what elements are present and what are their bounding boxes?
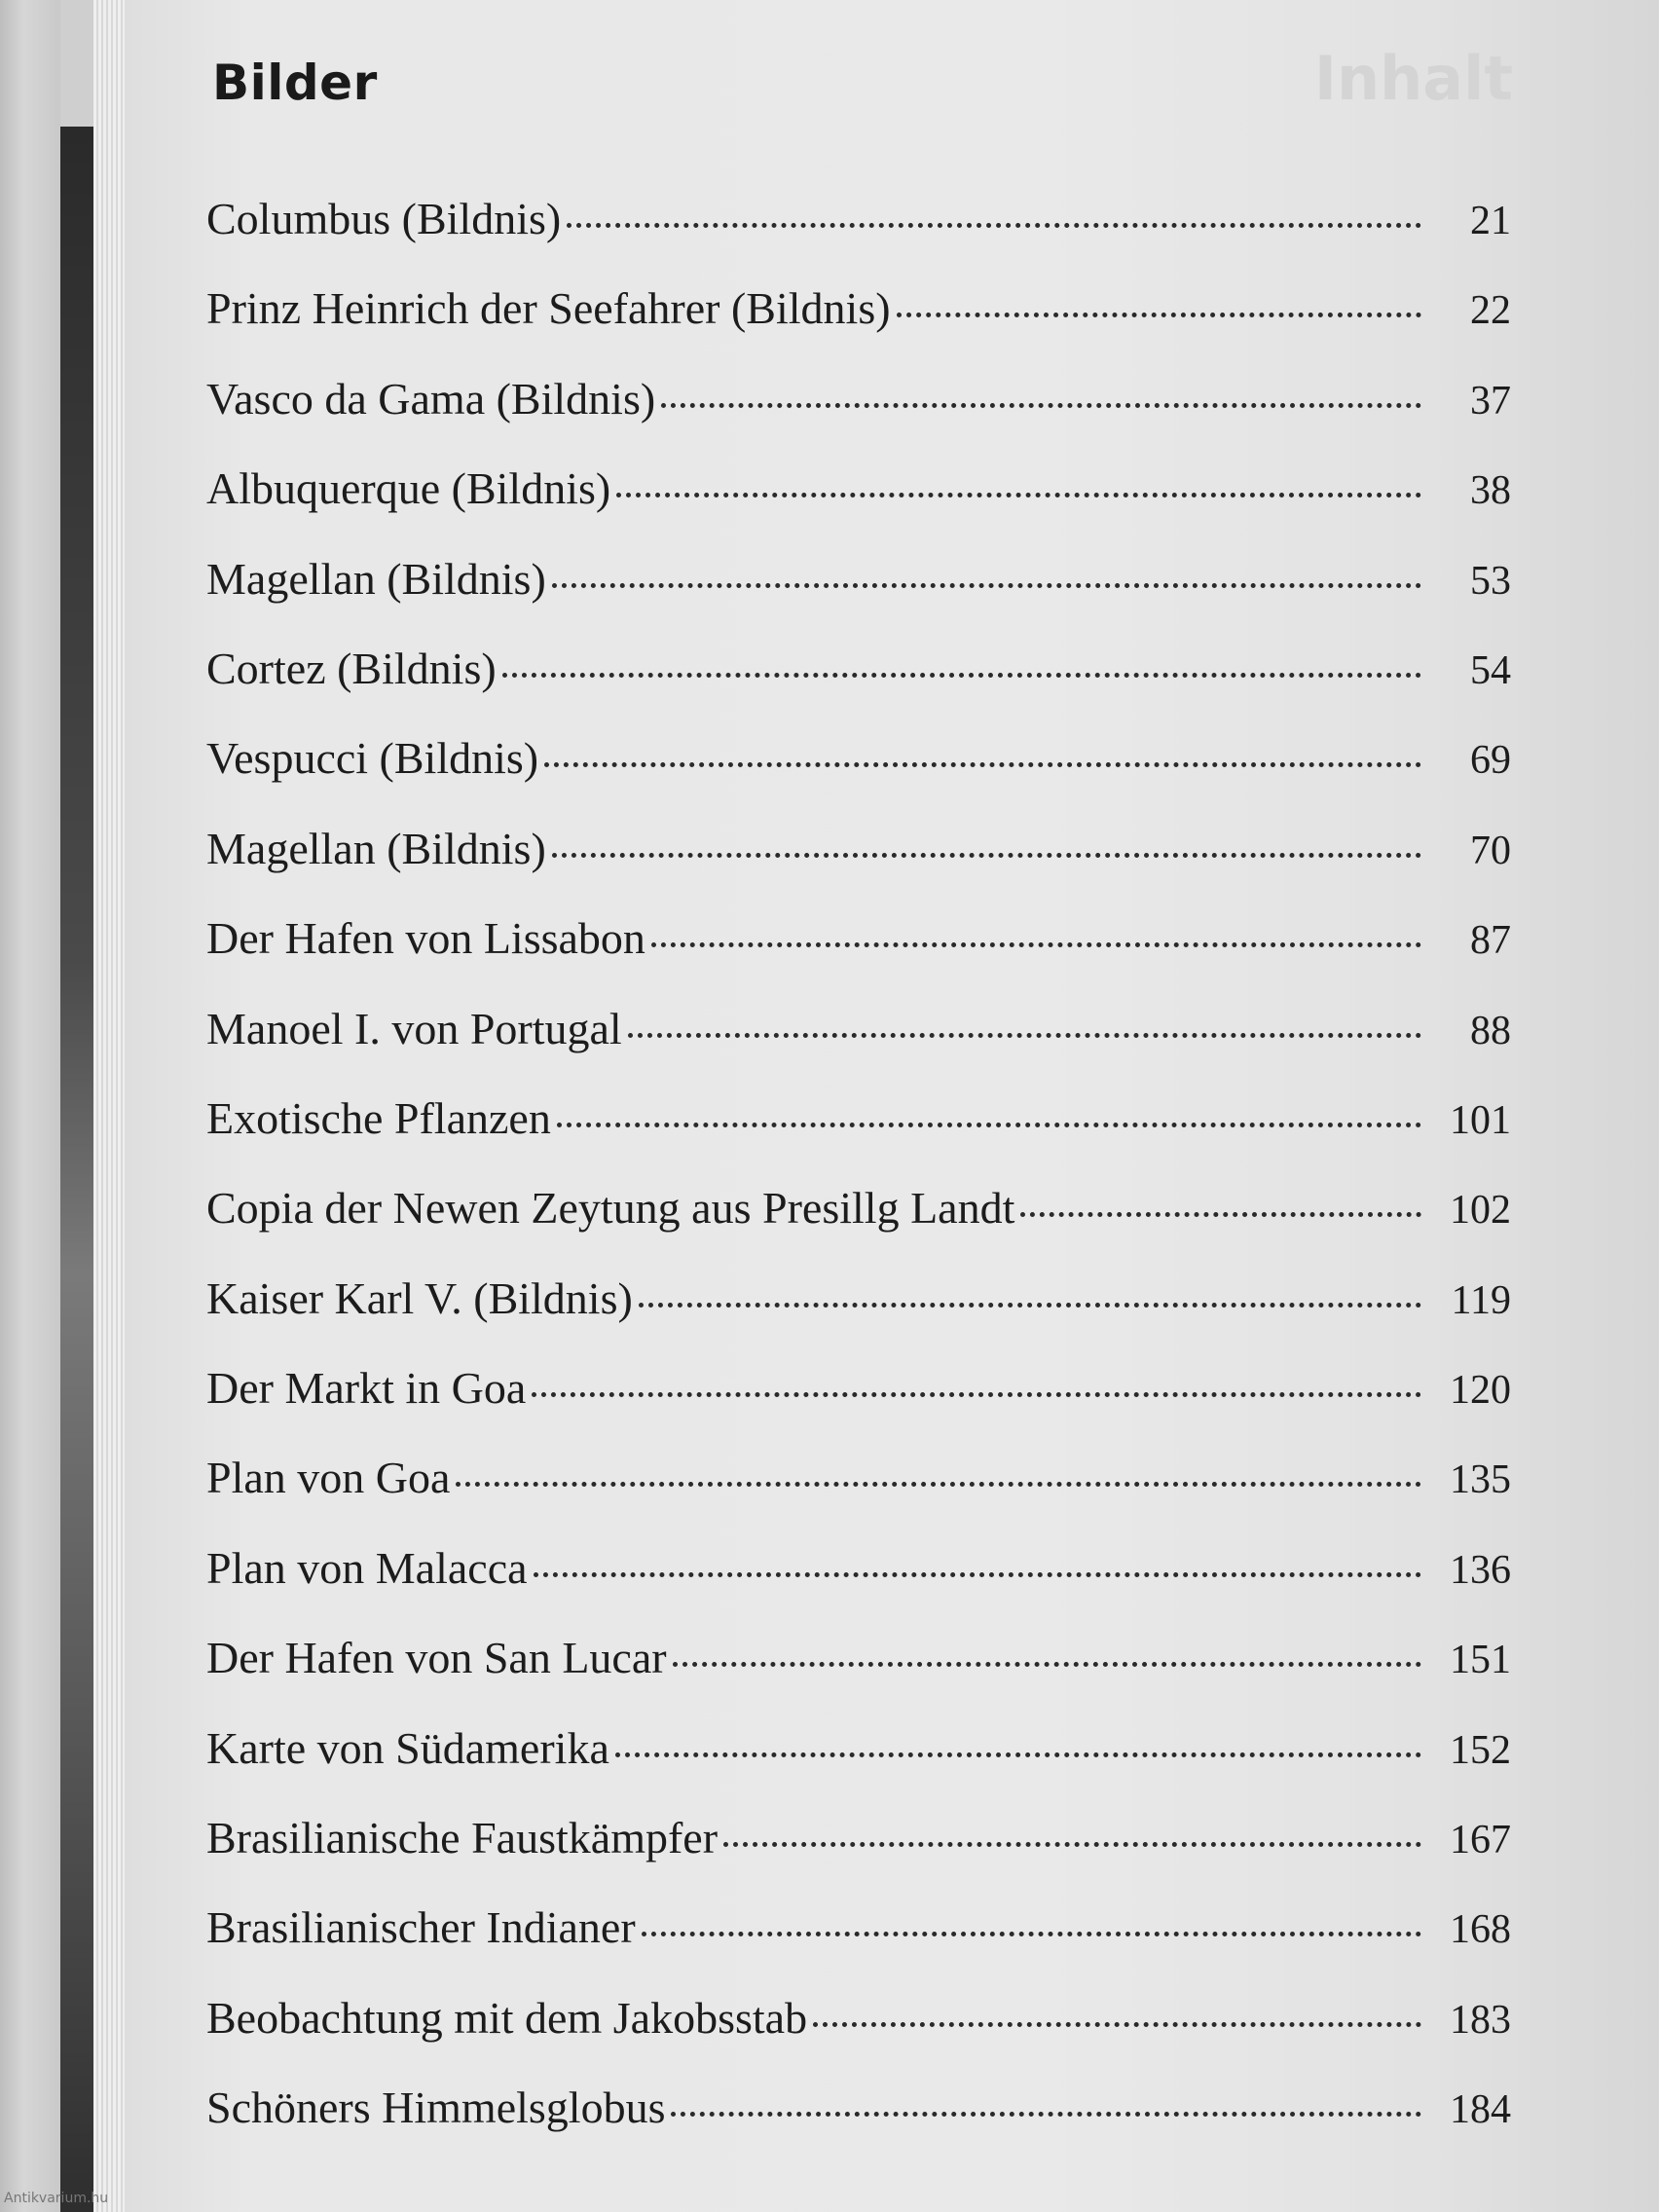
dot-leader	[671, 2112, 1421, 2117]
toc-entry-title: Vespucci (Bildnis)	[206, 733, 539, 784]
watermark: Antikvarium.hu	[4, 2191, 109, 2206]
toc-entry	[206, 1901, 1511, 1991]
dot-leader	[534, 1572, 1421, 1577]
toc-entry-page-number: 88	[1470, 1008, 1511, 1053]
toc-entry	[206, 912, 1511, 1002]
dot-leader	[673, 1662, 1421, 1667]
toc-entry	[206, 1272, 1511, 1362]
toc-entry-title: Exotische Pflanzen	[206, 1092, 551, 1143]
toc-entry-page-number: 168	[1450, 1907, 1511, 1953]
toc-entry	[206, 1632, 1511, 1721]
toc-entry-page-number: 54	[1470, 647, 1511, 693]
toc-entry-page-number: 102	[1450, 1188, 1511, 1234]
toc-entry-page-number: 135	[1450, 1457, 1511, 1503]
toc-entry-title: Plan von Goa	[206, 1453, 451, 1503]
toc-entry	[206, 643, 1511, 732]
dot-leader	[544, 762, 1421, 767]
dot-leader	[651, 942, 1421, 947]
dot-leader	[552, 583, 1421, 588]
toc-entry-title: Columbus (Bildnis)	[206, 194, 562, 243]
toc-entry-page-number: 53	[1470, 558, 1511, 604]
toc-entry	[206, 1362, 1511, 1452]
toc-entry-page-number: 101	[1450, 1097, 1511, 1143]
dot-leader	[567, 223, 1421, 228]
illustrations-list	[206, 193, 1511, 2172]
dot-leader	[456, 1482, 1421, 1487]
toc-entry	[206, 193, 1511, 282]
toc-entry-page-number: 167	[1450, 1818, 1511, 1863]
toc-entry-title: Magellan (Bildnis)	[206, 823, 546, 873]
toc-entry-page-number: 136	[1450, 1547, 1511, 1593]
toc-entry-title: Brasilianischer Indianer	[206, 1902, 636, 1953]
toc-entry-page-number: 119	[1451, 1277, 1511, 1323]
page-heading: Bilder	[212, 55, 378, 111]
toc-entry-title: Brasilianische Faustkämpfer	[206, 1813, 719, 1863]
toc-entry-title: Prinz Heinrich der Seefahrer (Bildnis)	[206, 283, 891, 334]
toc-entry	[206, 462, 1511, 552]
dot-leader	[552, 853, 1421, 858]
dot-leader	[813, 2022, 1421, 2027]
dot-leader	[661, 403, 1421, 408]
toc-entry-title: Der Hafen von San Lucar	[206, 1633, 667, 1683]
toc-entry-page-number: 183	[1450, 1997, 1511, 2043]
toc-entry-title: Der Hafen von Lissabon	[206, 913, 645, 964]
toc-entry-page-number: 152	[1450, 1727, 1511, 1773]
dot-leader	[502, 673, 1421, 678]
toc-entry-page-number: 70	[1470, 828, 1511, 873]
toc-entry-title: Schöners Himmelsglobus	[206, 2083, 666, 2133]
dot-leader	[897, 313, 1421, 317]
toc-entry-title: Beobachtung mit dem Jakobsstab	[206, 1992, 808, 2043]
show-through-heading: Inhalt	[1313, 43, 1513, 114]
toc-entry-page-number: 120	[1450, 1368, 1511, 1414]
toc-entry-title: Manoel I. von Portugal	[206, 1003, 622, 1053]
toc-entry	[206, 1003, 1511, 1092]
toc-entry-title: Karte von Südamerika	[206, 1722, 609, 1773]
toc-entry-page-number: 21	[1470, 199, 1511, 243]
dot-leader	[532, 1392, 1421, 1397]
dot-leader	[557, 1123, 1421, 1127]
toc-entry-title: Plan von Malacca	[206, 1542, 528, 1593]
toc-entry-title: Magellan (Bildnis)	[206, 553, 546, 604]
toc-entry-page-number: 184	[1450, 2087, 1511, 2133]
toc-entry	[206, 1452, 1511, 1541]
toc-entry-page-number: 38	[1470, 468, 1511, 514]
toc-entry	[206, 732, 1511, 822]
toc-entry	[206, 1812, 1511, 1901]
dot-leader	[642, 1932, 1421, 1936]
toc-entry	[206, 1722, 1511, 1812]
toc-entry	[206, 553, 1511, 643]
toc-entry-title: Albuquerque (Bildnis)	[206, 463, 611, 514]
toc-entry	[206, 1092, 1511, 1182]
dot-leader	[615, 1752, 1421, 1757]
toc-entry-title: Kaiser Karl V. (Bildnis)	[206, 1272, 633, 1323]
toc-entry-title: Copia der Newen Zeytung aus Presillg Landt	[206, 1183, 1015, 1234]
toc-entry-page-number: 87	[1470, 918, 1511, 964]
toc-entry	[206, 1182, 1511, 1272]
toc-entry-page-number: 69	[1470, 738, 1511, 784]
toc-entry-page-number: 22	[1470, 288, 1511, 334]
toc-entry-page-number: 37	[1470, 378, 1511, 424]
dot-leader	[639, 1303, 1421, 1308]
dot-leader	[616, 493, 1421, 498]
book-spine	[0, 0, 60, 2212]
dot-leader	[723, 1842, 1421, 1847]
toc-entry-title: Cortez (Bildnis)	[206, 643, 497, 693]
toc-entry	[206, 373, 1511, 462]
toc-entry-page-number: 151	[1450, 1638, 1511, 1683]
adjacent-page-image	[60, 127, 95, 2212]
dot-leader	[1020, 1212, 1421, 1217]
toc-entry	[206, 282, 1511, 372]
toc-entry-title: Vasco da Gama (Bildnis)	[206, 373, 656, 424]
toc-entry	[206, 823, 1511, 912]
toc-entry	[206, 2082, 1511, 2171]
toc-entry	[206, 1992, 1511, 2082]
toc-entry	[206, 1542, 1511, 1632]
dot-leader	[628, 1033, 1421, 1038]
toc-entry-title: Der Markt in Goa	[206, 1363, 527, 1414]
